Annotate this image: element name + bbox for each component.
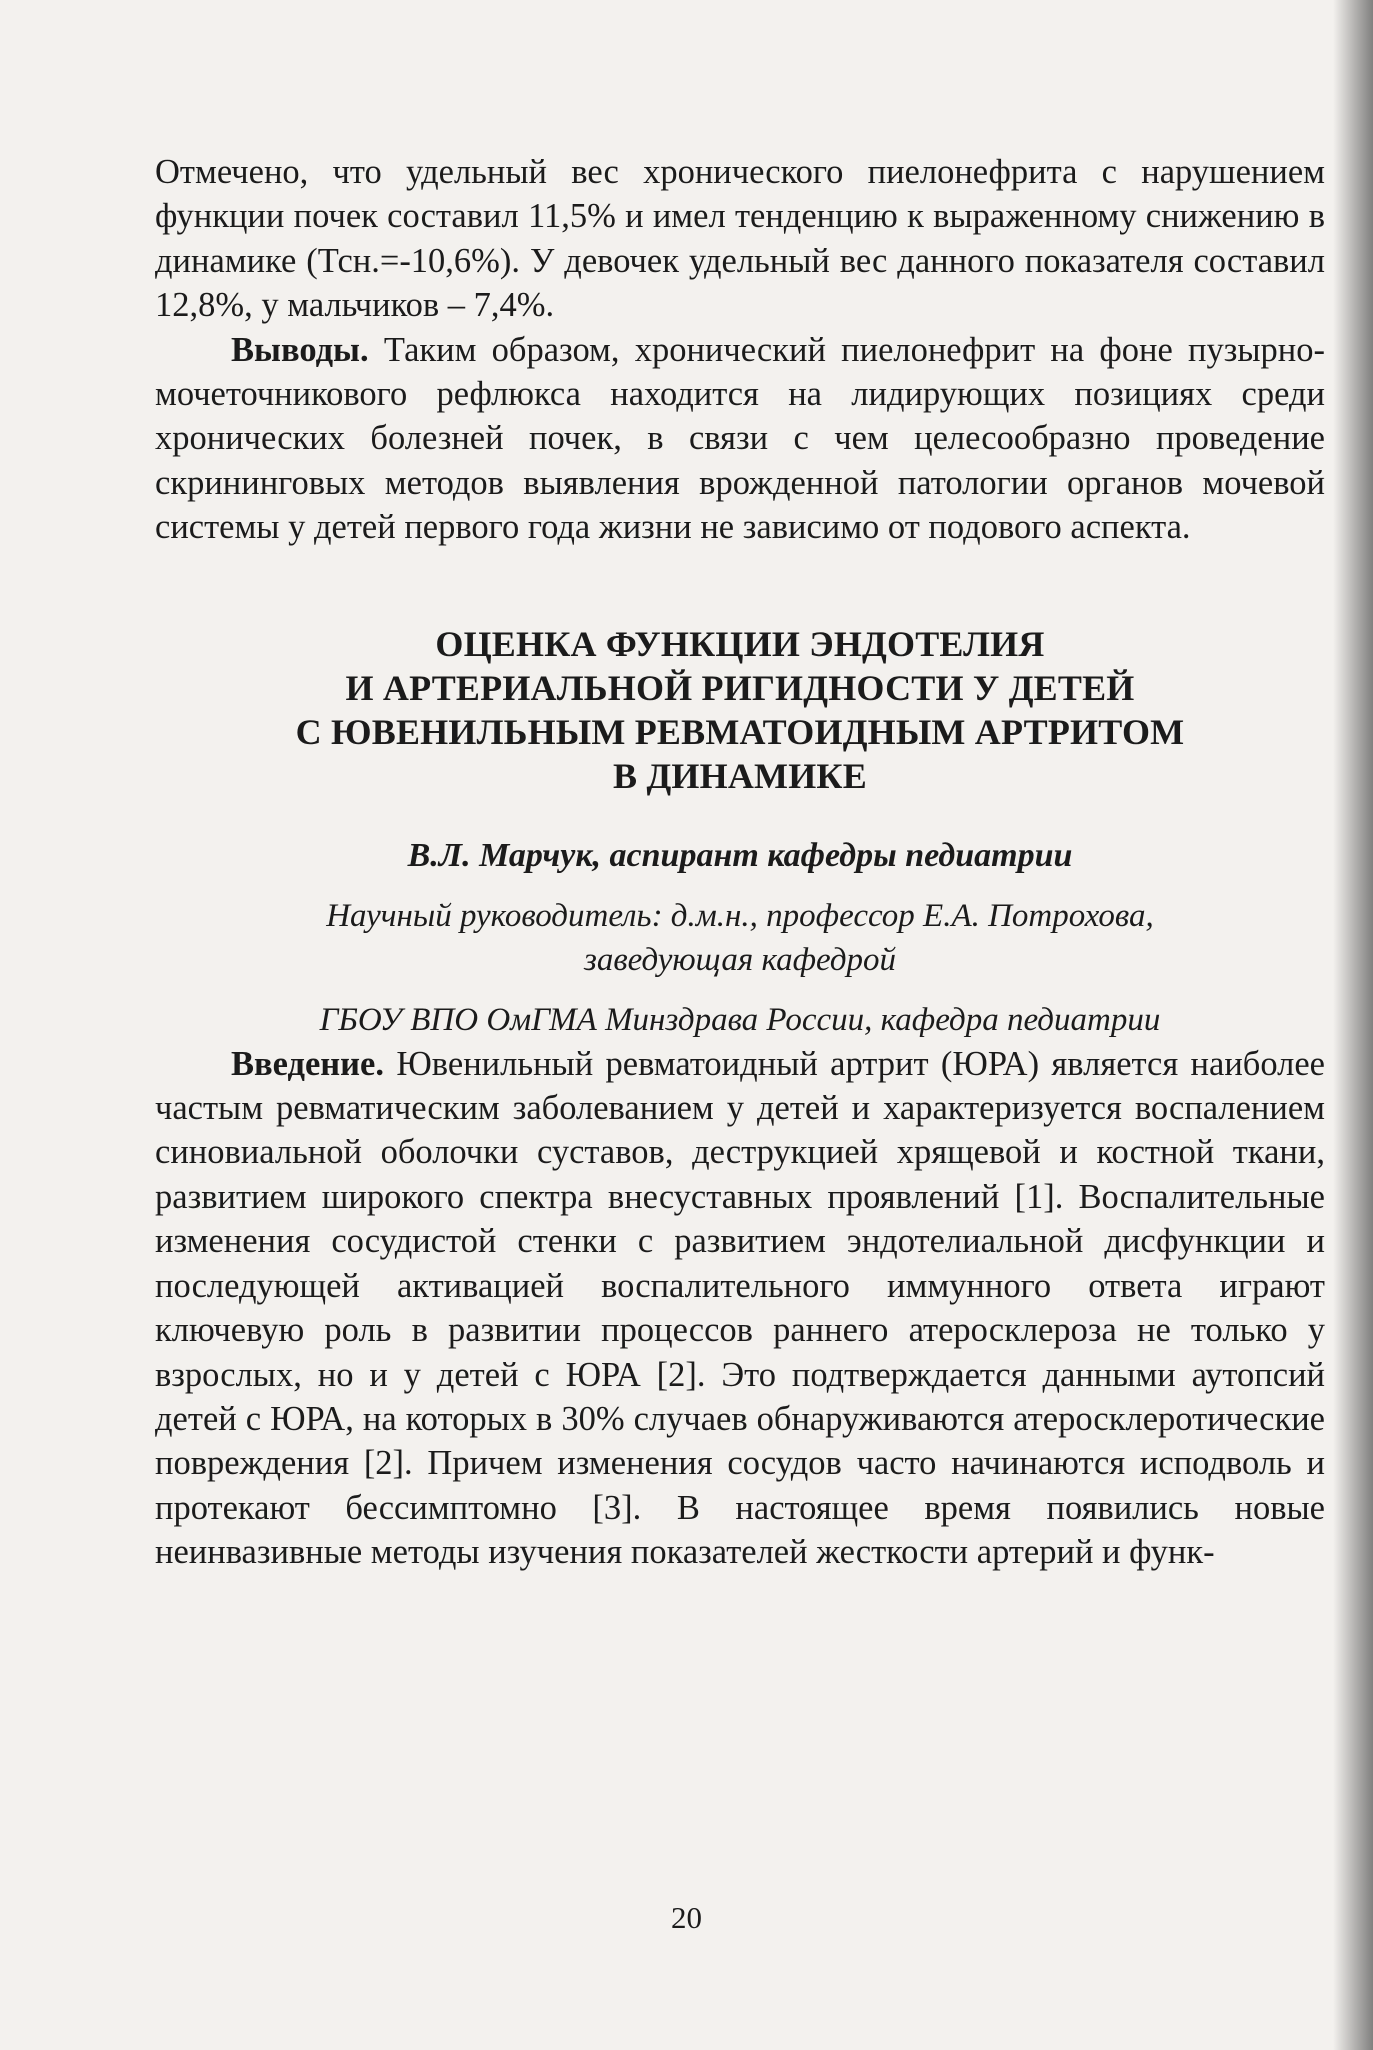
author-name: В.Л. Марчук, аспирант кафедры педиатрии (407, 836, 1073, 874)
article-byline (155, 834, 1325, 1042)
title-line: В ДИНАМИКЕ (613, 755, 867, 796)
paragraph-findings: Отмечено, что удельный вес хронического пиелонефрита с нарушением функции почек составил 11,5% и имел тенденцию к выраженному снижению в динамике (Тсн.=-10,6%). У девочек удельный вес данного показателя составил 12,8%, у мальчиков – 7,4%. (155, 153, 1325, 325)
document-page (155, 150, 1325, 1575)
introduction-label: Введение. (231, 1044, 384, 1083)
title-line: И АРТЕРИАЛЬНОЙ РИГИДНОСТИ У ДЕТЕЙ (345, 667, 1135, 708)
introduction-text: Ювенильный ревматоидный артрит (ЮРА) является наиболее частым ревматическим заболеванием у детей и характеризуется воспалением синовиальной оболочки суставов, деструкцией хрящевой и костной ткани, развитием широкого спектра внесуставных проявлений [1]. Воспалительные изменения сосудистой стенки с развитием эндотелиальной дисфункции и последующей активацией воспалительного иммунного ответа играют ключевую роль в развитии процессов раннего атеросклероза не только у взрослых, но и у детей с ЮРА [2]. Это подтверждается данными аутопсий детей с ЮРА, на которых в 30% случаев обнаруживаются атеросклеротические повреждения [2]. Причем изменения сосудов часто начинаются исподволь и протекают бессимптомно [3]. В настоящее время появились новые неинвазивные методы изучения показателей жесткости артерий и функ- (155, 1044, 1325, 1572)
article-title (155, 622, 1325, 798)
title-line: ОЦЕНКА ФУНКЦИИ ЭНДОТЕЛИЯ (435, 623, 1045, 664)
supervisor-line: Научный руководитель: д.м.н., профессор Е.А. Потрохова, (326, 897, 1154, 934)
scan-edge-shadow (1333, 0, 1373, 2050)
page-number: 20 (671, 1900, 702, 1935)
supervisor (155, 894, 1325, 982)
affiliation: ГБОУ ВПО ОмГМА Минздрава России, кафедра педиатрии (319, 1001, 1161, 1038)
paragraph-conclusions (155, 328, 1325, 550)
supervisor-line: заведующая кафедрой (583, 941, 897, 978)
conclusions-text: Таким образом, хронический пиелонефрит на фоне пузырно-мочеточникового рефлюкса находится на лидирующих позициях среди хронических болезней почек, в связи с чем целесообразно проведение скрининговых методов выявления врожденной патологии органов мочевой системы у детей первого года жизни не зависимо от подового аспекта. (155, 330, 1325, 547)
conclusions-label: Выводы. (231, 330, 369, 369)
title-line: С ЮВЕНИЛЬНЫМ РЕВМАТОИДНЫМ АРТРИТОМ (295, 711, 1185, 752)
paragraph-introduction (155, 1042, 1325, 1575)
